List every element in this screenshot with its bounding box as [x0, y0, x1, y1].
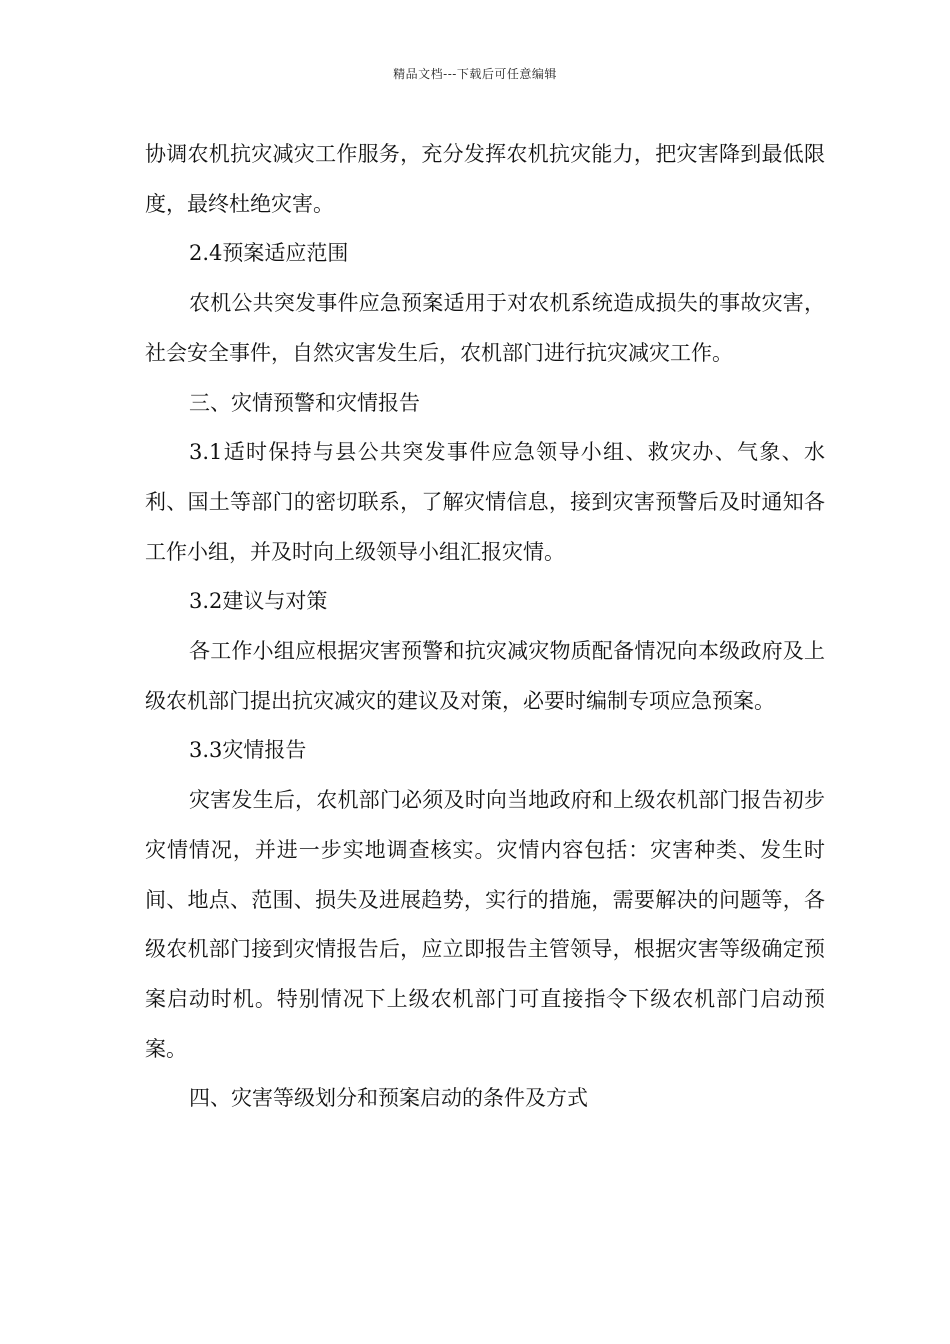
paragraph-suggestions: 各工作小组应根据灾害预警和抗灾减灾物质配备情况向本级政府及上级农机部门提出抗灾减灾的建议及对策，必要时编制专项应急预案。: [145, 639, 825, 713]
section-heading-4: 四、灾害等级划分和预案启动的条件及方式: [189, 1086, 588, 1111]
document-body: [145, 130, 825, 1124]
paragraph-continuation: 协调农机抗灾减灾工作服务，充分发挥农机抗灾能力，把灾害降到最低限度，最终杜绝灾害。: [145, 142, 825, 216]
paragraph-3-1: 3.1适时保持与县公共突发事件应急领导小组、救灾办、气象、水利、国土等部门的密切联系，了解灾情信息，接到灾害预警后及时通知各工作小组，并及时向上级领导小组汇报灾情。: [145, 440, 825, 564]
section-heading-2-4: 2.4预案适应范围: [189, 241, 349, 266]
paragraph-scope: 农机公共突发事件应急预案适用于对农机系统造成损失的事故灾害，社会安全事件，自然灾害发生后，农机部门进行抗灾减灾工作。: [145, 291, 825, 365]
paragraph-disaster-report: 灾害发生后，农机部门必须及时向当地政府和上级农机部门报告初步灾情情况，并进一步实地调查核实。灾情内容包括：灾害种类、发生时间、地点、范围、损失及进展趋势，实行的措施，需要解决的问题等，各级农机部门接到灾情报告后，应立即报告主管领导，根据灾害等级确定预案启动时机。特别情况下上级农机部门可直接指令下级农机部门启动预案。: [145, 788, 825, 1061]
page-header: 精品文档---下载后可任意编辑: [393, 67, 557, 81]
section-heading-3-2: 3.2建议与对策: [189, 589, 328, 614]
section-heading-3-3: 3.3灾情报告: [189, 738, 307, 763]
section-heading-3: 三、灾情预警和灾情报告: [189, 390, 420, 415]
